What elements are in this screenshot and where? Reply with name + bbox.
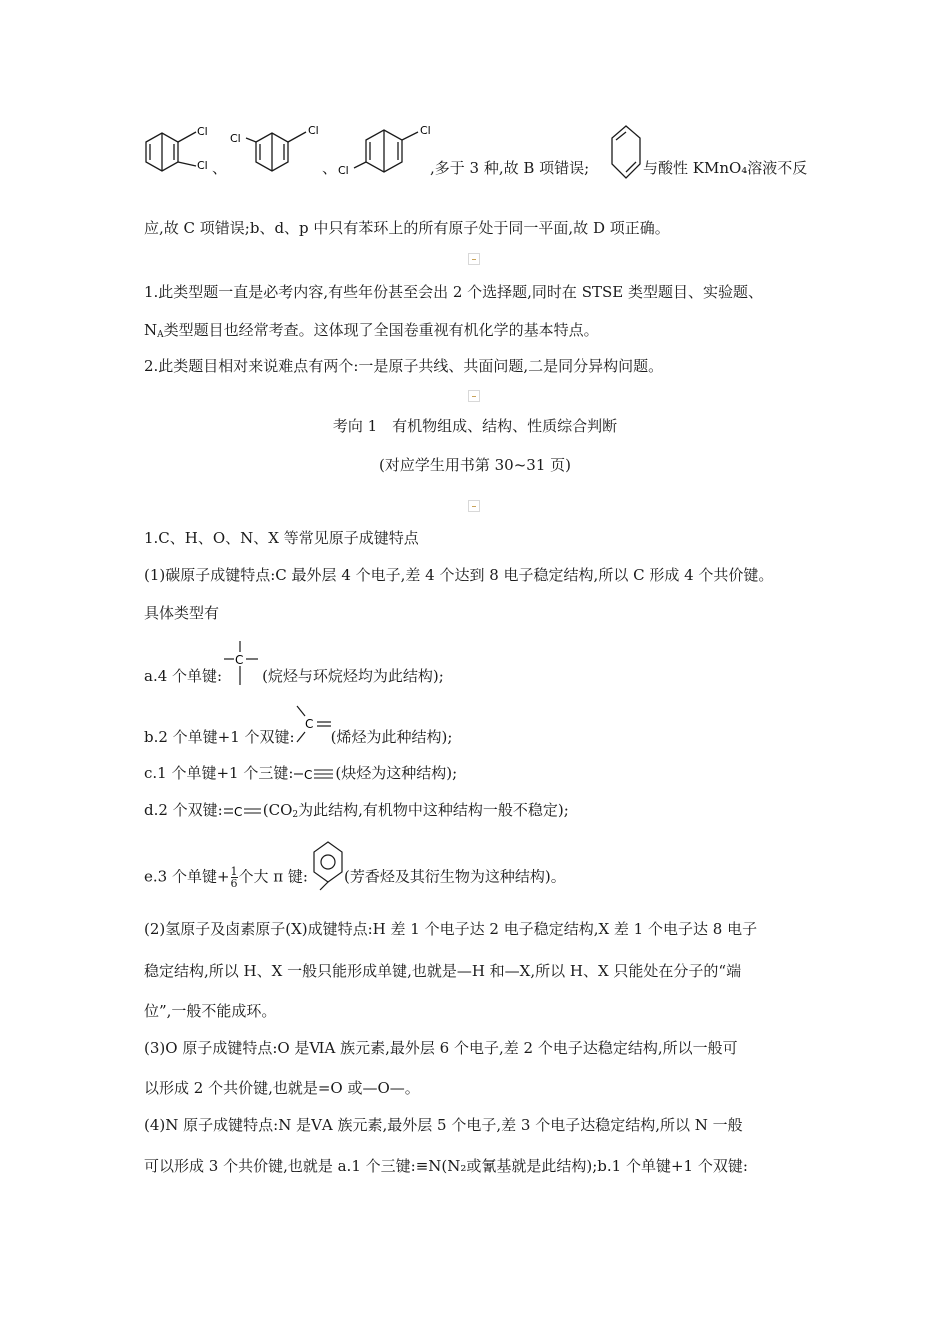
section-line-1: 1.C、H、O、N、X 等常见原子成键特点 (144, 529, 419, 547)
top-text-after: ,多于 3 种,故 B 项错误; (430, 159, 590, 177)
top-line-2: 应,故 C 项错误;b、d、p 中只有苯环上的所有原子处于同一平面,故 D 项正确。 (144, 219, 670, 237)
para2-line-2: 稳定结构,所以 H、X 一般只能形成单键,也就是—H 和—X,所以 H、X 只能处在分子的“端 (144, 962, 742, 980)
para2-line-1: (2)氢原子及卤素原子(X)成键特点:H 差 1 个电子达 2 电子稳定结构,X 差 1 个电子达 8 电子 (144, 920, 758, 938)
top-text-kmno4: 与酸性 KMnO₄溶液不反 (643, 159, 808, 177)
svg-text:C: C (304, 717, 314, 731)
section-line-2: (1)碳原子成键特点:C 最外层 4 个电子,差 4 个达到 8 电子稳定结构,所以 C 形成 4 个共价键。 (144, 566, 774, 584)
double-bond-structure (295, 704, 335, 748)
cl-label: Cl (230, 132, 241, 145)
para4-line-1: (4)N 原子成键特点:N 是ⅤA 族元素,最外层 5 个电子,差 3 个电子达稳定结构,所以 N 一般 (144, 1116, 743, 1134)
cl-label: Cl (338, 164, 349, 177)
heading-title: 考向 1 有机物组成、结构、性质综合判断 (332, 417, 618, 435)
svg-text:C: C (235, 653, 244, 667)
cl-label: Cl (420, 124, 431, 137)
section-marker (468, 253, 480, 265)
separator: 、 (322, 159, 338, 177)
cl-label: Cl (197, 159, 208, 172)
cl-label: Cl (308, 124, 319, 137)
section-line-3: 具体类型有 (144, 604, 220, 622)
para3-line-2: 以形成 2 个共价键,也就是=O 或—O—。 (144, 1079, 420, 1097)
triple-bond-structure (293, 766, 335, 782)
section-marker (468, 390, 480, 402)
cl-label: Cl (197, 125, 208, 138)
para4-line-2: 可以形成 3 个共价键,也就是 a.1 个三键:≡N(N₂或氰基就是此结构);b.1 个单键+1 个双键: (144, 1157, 748, 1175)
two-double-bond-structure (223, 803, 263, 819)
item-c: c.1 个单键+1 个三键: C (炔烃为这种结构); (144, 764, 458, 782)
fraction: $\frac{1}{6}$ (230, 865, 238, 890)
para2-line-3: 位”,一般不能成环。 (144, 1002, 277, 1020)
dichloro-bicyclic-structure-3 (336, 118, 436, 180)
dichloro-bicyclic-structure-2 (228, 118, 328, 178)
section-marker (468, 500, 480, 512)
hexagon-structure (608, 122, 644, 184)
svg-text:C: C (233, 805, 243, 819)
heading-sub: (对应学生用书第 30~31 页) (379, 456, 571, 474)
svg-text:C: C (304, 768, 313, 782)
item-d: d.2 个双键: C ($CO_2$为此结构,有机物中这种结构一般不稳定); (144, 801, 569, 820)
note-line-1: 1.此类型题一直是必考内容,有些年份甚至会出 2 个选择题,同时在 STSE 类型题目、实验题、 (144, 283, 763, 301)
para3-line-1: (3)O 原子成键特点:O 是ⅥA 族元素,最外层 6 个电子,差 2 个电子达稳定结构,所以一般可 (144, 1039, 738, 1057)
dichloro-bicyclic-structure-1 (140, 120, 220, 180)
item-e: e.3 个单键+ $\frac{1}{6}$ 个大 π 键: (芳香烃及其衍生物为这种结构)。 (144, 866, 566, 889)
item-a: a.4 个单键: C (烷烃与环烷烃均为此结构); (144, 666, 444, 687)
separator: 、 (212, 159, 228, 177)
four-single-bond-structure (222, 639, 262, 689)
benzene-ring-structure (310, 840, 346, 892)
note-line-3: 2.此类题目相对来说难点有两个:一是原子共线、共面问题,二是同分异构问题。 (144, 357, 664, 375)
note-line-2: $N_A$类型题目也经常考查。这体现了全国卷重视有机化学的基本特点。 (144, 321, 599, 340)
item-b: b.2 个单键+1 个双键: C (烯烃为此种结构); (144, 727, 452, 748)
